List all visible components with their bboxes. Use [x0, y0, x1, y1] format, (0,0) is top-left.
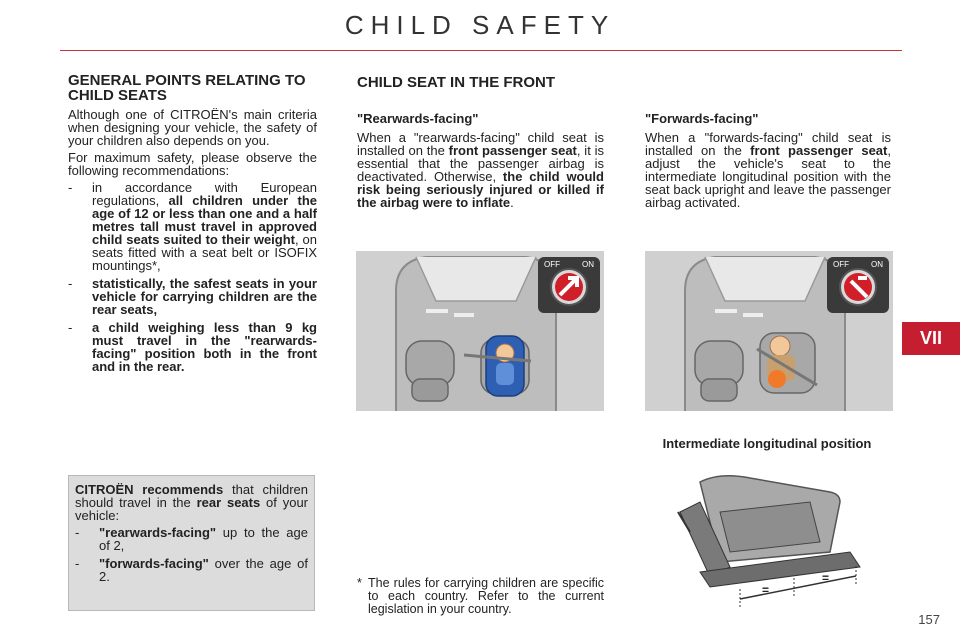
svg-text:=: =	[822, 571, 830, 585]
paragraph-bold-text: front passenger seat	[750, 143, 888, 158]
airbag-switch-icon	[827, 257, 889, 313]
dash-bullet: -	[68, 320, 73, 335]
list-item	[68, 277, 317, 316]
driver-seat-icon	[406, 341, 454, 401]
airbag-switch-icon	[538, 257, 600, 313]
page-title: CHILD SAFETY	[344, 10, 616, 40]
paragraph-text: When a "forwards-facing" child seat is installed on the	[645, 130, 891, 158]
recommendation-list	[68, 181, 317, 373]
list-item	[75, 557, 308, 583]
airbag-off-label: OFF	[544, 260, 560, 269]
rearwards-facing-title: "Rearwards-facing"	[357, 111, 479, 126]
forwards-facing-title: "Forwards-facing"	[645, 111, 759, 126]
paragraph-bold-text: front passenger seat	[448, 143, 577, 158]
brand-name: CITROËN recommends	[75, 482, 224, 497]
airbag-on-label: ON	[871, 260, 883, 269]
paragraph-text: , adjust the vehicle's seat to the intermediate longitudinal position with the seat back upright and leave the passenger airbag activated.	[645, 143, 891, 210]
item-bold-text: a child weighing less than 9 kg must travel in the "rearwards-facing" position both in the front and in the rear.	[92, 320, 317, 374]
dash-bullet: -	[75, 525, 80, 540]
dash-bullet: -	[75, 556, 80, 571]
intro-paragraph: Although one of CITROËN's main criteria when designing your vehicle, the safety of your children also depends on you.	[68, 107, 317, 148]
recommend-text: that children should travel in the	[75, 482, 308, 510]
list-item	[68, 321, 317, 373]
general-points-heading: GENERAL POINTS RELATING TO CHILD SEATS	[68, 72, 306, 104]
footnote	[357, 577, 604, 616]
seat-adjustment-illustration	[660, 472, 880, 612]
item-bold-text: all children under the age of 12 or less than one and a half metres tall must travel in approved child seats suited to their weight	[92, 193, 317, 247]
forward-facing-child-seat-icon	[757, 333, 817, 393]
forwards-facing-section	[645, 112, 891, 213]
item-text: , on seats fitted with a seat belt or ISOFIX mountings*,	[92, 232, 317, 273]
footnote-text: The rules for carrying children are specific to each country. Refer to the current legislation in your country.	[368, 576, 604, 616]
observe-paragraph: For maximum safety, please observe the following recommendations:	[68, 150, 317, 178]
item-text: up to the age of 2,	[99, 525, 308, 553]
paragraph-text: .	[510, 195, 514, 210]
dash-bullet: -	[68, 180, 73, 195]
recommend-text: of your vehicle:	[75, 495, 309, 523]
recommend-paragraph	[75, 483, 308, 522]
paragraph-text: , it is essential that the passenger airbag is deactivated. Otherwise,	[357, 143, 604, 184]
general-points-section	[68, 73, 317, 378]
driver-seat-icon	[695, 341, 743, 401]
dash-bullet: -	[68, 276, 73, 291]
general-points-body	[68, 108, 317, 373]
forwards-facing-illustration	[645, 251, 893, 411]
svg-text:=: =	[762, 583, 770, 597]
airbag-off-label: OFF	[833, 260, 849, 269]
item-bold-text: statistically, the safest seats in your vehicle for carrying children are the rear seats,	[92, 276, 317, 317]
list-item	[75, 526, 308, 552]
airbag-on-label: ON	[582, 260, 594, 269]
title-divider	[60, 50, 902, 51]
rear-seats-text: rear seats	[196, 495, 261, 510]
chapter-tab: VII	[902, 322, 960, 355]
child-seat-front-heading: CHILD SEAT IN THE FRONT	[357, 74, 556, 91]
list-item	[68, 181, 317, 272]
rearwards-facing-text	[357, 131, 604, 209]
item-bold-text: "forwards-facing"	[99, 556, 209, 571]
rearwards-facing-section	[357, 112, 604, 213]
item-bold-text: "rearwards-facing"	[99, 525, 217, 540]
item-text: over the age of 2.	[99, 556, 308, 584]
page-number: 157	[918, 612, 940, 627]
recommend-list	[75, 526, 308, 583]
seat-position-caption: Intermediate longitudinal position	[662, 436, 872, 451]
citroen-recommends-box	[68, 475, 315, 611]
paragraph-text: When a "rearwards-facing" child seat is installed on the	[357, 130, 604, 158]
forwards-facing-text	[645, 131, 891, 209]
footnote-marker: *	[357, 576, 362, 590]
rearwards-facing-illustration	[356, 251, 604, 411]
item-text: in accordance with European regulations,	[92, 180, 317, 208]
warning-bold-text: the child would risk being seriously injured or killed if the airbag were to inflate	[357, 169, 604, 210]
